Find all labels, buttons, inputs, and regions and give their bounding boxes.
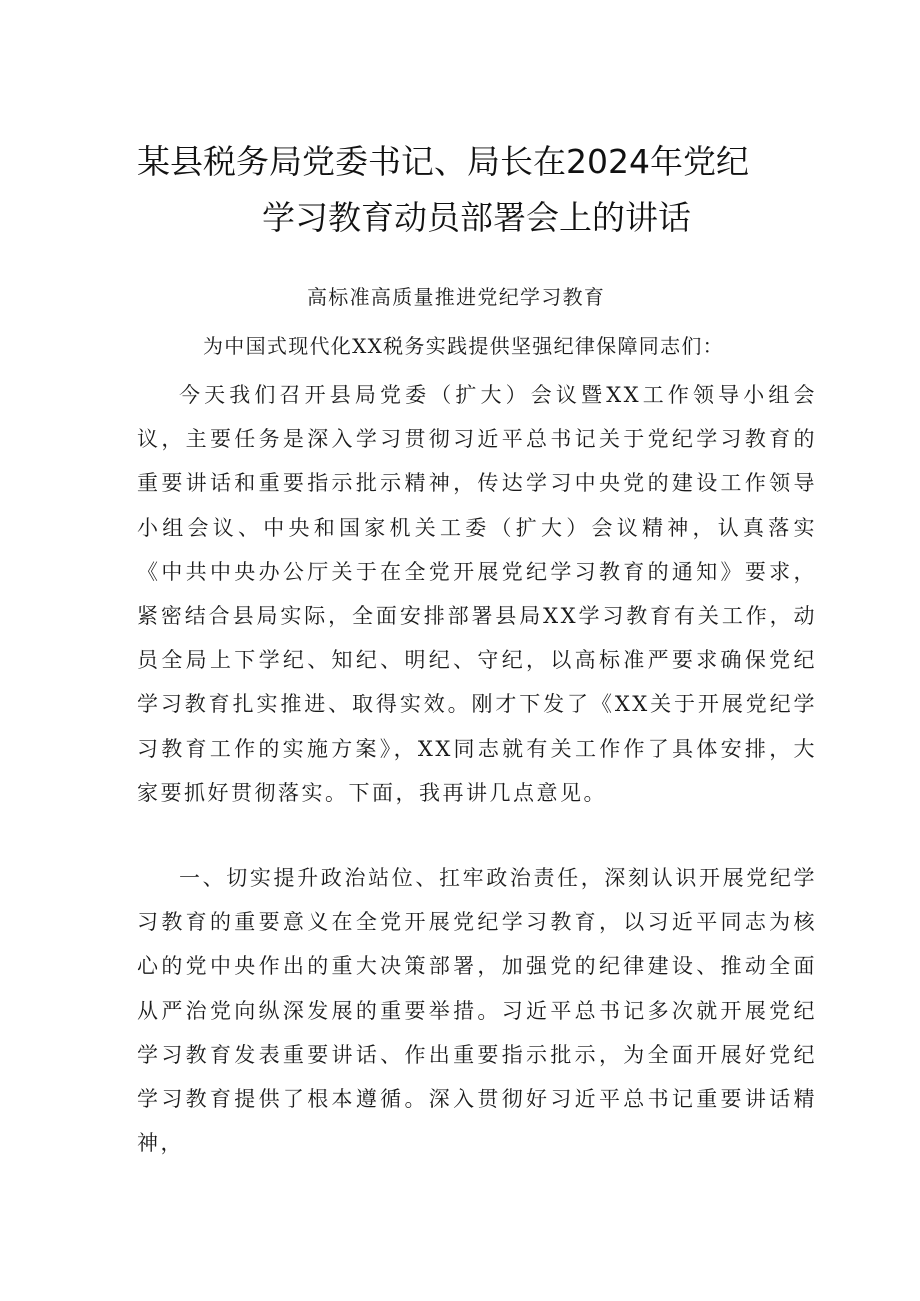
body-paragraph-intro: 今天我们召开县局党委（扩大）会议暨XX工作领导小组会议，主要任务是深入学习贯彻习近平总书记关于党纪学习教育的重要讲话和重要指示批示精神，传达学习中央党的建设工作领导小组会议、中央和国家机关工委（扩大）会议精神，认真落实《中共中央办公厅关于在全党开展党纪学习教育的通知》要求，紧密结合县局实际，全面安排部署县局XX学习教育有关工作，动员全局上下学纪、知纪、明纪、守纪，以高标准严要求确保党纪学习教育扎实推进、取得实效。刚才下发了《XX关于开展党纪学习教育工作的实施方案》，XX同志就有关工作作了具体安排，大家要抓好贯彻落实。下面，我再讲几点意见。 xyxy=(137,383,817,805)
document-subtitle: 高标准高质量推进党纪学习教育 xyxy=(307,285,606,309)
body-paragraph-section-one: 一、切实提升政治站位、扛牢政治责任，深刻认识开展党纪学习教育的重要意义在全党开展党纪学习教育，以习近平同志为核心的党中央作出的重大决策部署，加强党的纪律建设、推动全面从严治党向纵深发展的重要举措。习近平总书记多次就开展党纪学习教育发表重要讲话、作出重要指示批示，为全面开展好党纪学习教育提供了根本遵循。深入贯彻好习近平总书记重要讲话精神， xyxy=(137,866,817,1156)
document-title-line-1: 某县税务局党委书记、局长在2024年党纪 xyxy=(137,142,749,181)
document-title-line-2: 学习教育动员部署会上的讲话 xyxy=(262,198,691,237)
document-subtitle-salutation: 为中国式现代化XX税务实践提供坚强纪律保障同志们： xyxy=(203,334,724,358)
